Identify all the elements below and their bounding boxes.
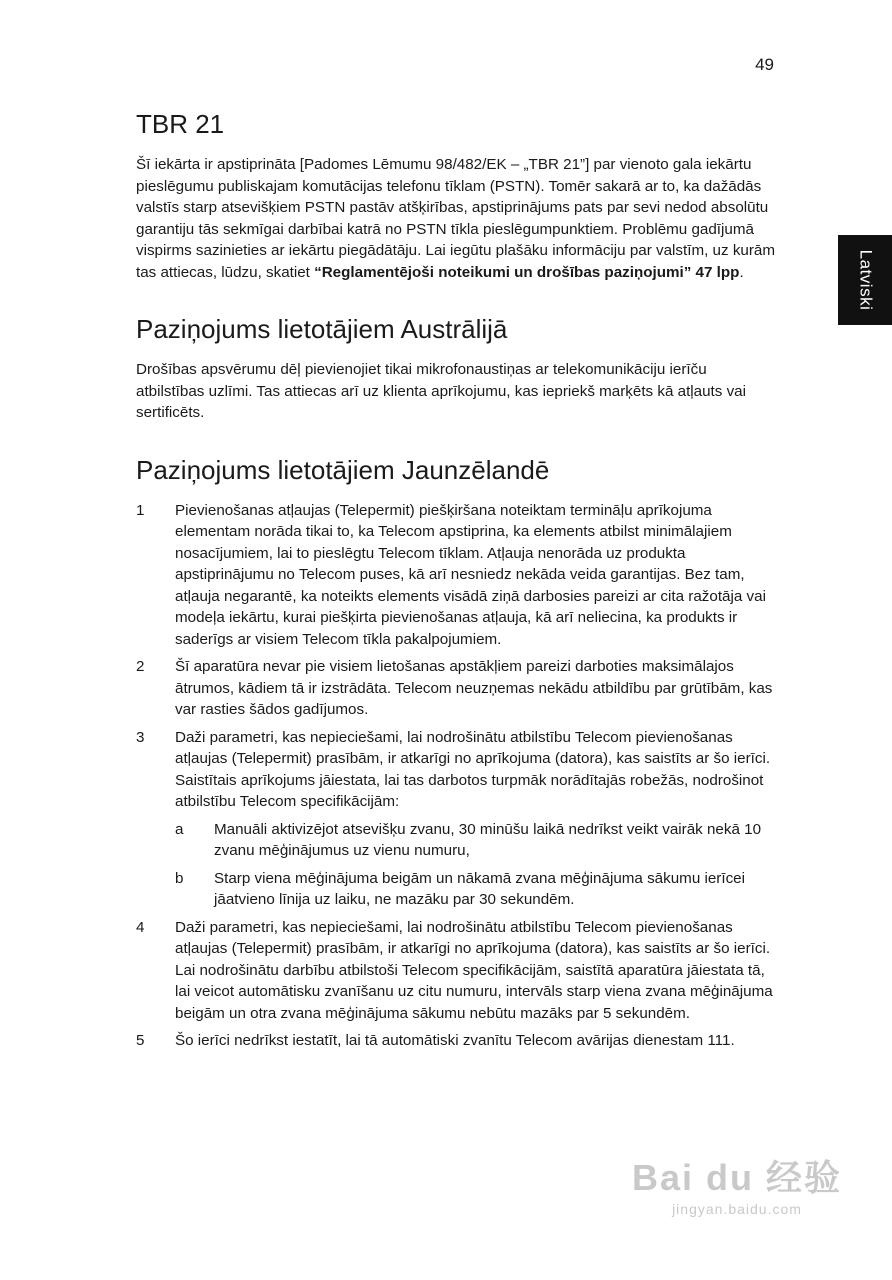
item-text: Pievienošanas atļaujas (Telepermit) piešķiršana noteiktam termināļu aprīkojuma elementam norāda tikai to, ka Telecom apstiprina, ka elements atbilst minimālajiem nosacījumiem, lai to pieslēgtu Telecom tīklam. Atļauja nenorāda uz produkta apstiprinājumu no Telecom puses, kā arī nesniedz nekāda veida garantijas. Bez tam, atļauja negarantē, ka noteikts elements visādā ziņā darbosies pareizi ar cita ražotāja vai modeļa iekārtu, kurai piešķirta pievienošanas atļauja, kā arī neliecina, ka produkts ir saderīgs ar visiem Telecom tīkla pakalpojumiem. — [175, 501, 766, 648]
australia-body: Drošības apsvērumu dēļ pievienojiet tikai mikrofonaustiņas ar telekomunikāciju ierīču atbilstības uzlīmi. Tas attiecas arī uz klienta aprīkojumu, kas iepriekš marķēts kā atļauts vai sertificēts. — [136, 361, 747, 421]
tbr21-end: . — [739, 263, 744, 281]
sub-list-item — [175, 868, 776, 911]
section-tbr21 — [136, 108, 776, 283]
item-text: Šī aparatūra nevar pie visiem lietošanas apstākļiem pareizi darboties maksimālajos ātrumos, kādiem tā ir izstrādāta. Telecom neuzņemas nekādu atbildību par grūtībām, kas var rasties šādos gadījumos. — [175, 658, 773, 718]
section-australia — [136, 313, 776, 424]
item-number: 2 — [136, 658, 145, 675]
list-item — [136, 727, 776, 911]
sub-item-letter: b — [175, 869, 184, 887]
sub-item-text: Starp viena mēģinājuma beigām un nākamā zvana mēģinājuma sākumu ierīcei jāatvieno līnija uz laiku, ne mazāku par 30 sekundēm. — [214, 869, 745, 908]
sub-list — [175, 819, 776, 911]
item-text: Daži parametri, kas nepieciešami, lai nodrošinātu atbilstību Telecom pievienošanas atļaujas (Telepermit) prasībām, ir atkarīgi no aprīkojuma (datora), kas saistīts ar šo ierīci. Lai nodrošinātu darbību atbilstoši Telecom specifikācijām, saistītā aparatūra jāiestata tā, lai veicot automātisku zvanīšanu uz citu numuru, intervāls starp viena zvana mēģinājuma beigām un otra zvana mēģinājuma sākumu nebūtu mazāks par 5 sekundēm. — [175, 918, 773, 1022]
sub-list-item — [175, 819, 776, 862]
tbr21-text: Šī iekārta ir apstiprināta [Padomes Lēmumu 98/482/EK – „TBR 21”] par vienoto gala iekārtu pieslēgumu publiskajam komutācijas telefonu tīklam (PSTN). Tomēr sakarā ar to, ka dažādās valstīs starp atsevišķiem PSTN pastāv atšķirības, apstiprinājums pats par sevi nedod absolūtu garantiju tās sekmīgai darbībai katrā no PSTN tīkla pieslēgumpunktiem. Problēmu gadījumā vispirms sazinieties ar iekārtu piegādātāju. Lai iegūtu plašāku informāciju par valstīm, uz kurām tas attiecas, lūdzu, skatiet — [136, 156, 776, 281]
item-number: 1 — [136, 501, 145, 519]
item-number: 3 — [136, 728, 145, 746]
list-item — [136, 500, 776, 651]
heading-new-zealand: Paziņojums lietotājiem Jaunzēlandē — [136, 454, 550, 485]
tbr21-reference: “Reglamentējoši noteikumi un drošības paziņojumi” 47 lpp — [314, 263, 740, 281]
language-tab-label: Latviski — [856, 249, 875, 311]
language-tab — [838, 235, 892, 325]
list-item — [136, 656, 776, 721]
watermark — [632, 1150, 842, 1217]
sub-item-letter: a — [175, 820, 184, 838]
watermark-url: jingyan.baidu.com — [672, 1201, 802, 1217]
item-number: 4 — [136, 918, 145, 936]
nz-list — [136, 500, 776, 1052]
sub-item-text: Manuāli aktivizējot atsevišķu zvanu, 30 minūšu laikā nedrīkst veikt vairāk nekā 10 zvanu mēģinājumus uz vienu numuru, — [214, 820, 762, 859]
heading-australia: Paziņojums lietotājiem Austrālijā — [136, 314, 508, 344]
heading-tbr21: TBR 21 — [136, 109, 225, 139]
tbr21-body — [136, 154, 776, 283]
watermark-logo: Bai du 经验 — [631, 1157, 842, 1198]
item-number: 5 — [136, 1032, 145, 1049]
page-content — [136, 108, 776, 1082]
item-text: Daži parametri, kas nepieciešami, lai nodrošinātu atbilstību Telecom pievienošanas atļaujas (Telepermit) prasībām, ir atkarīgi no aprīkojuma (datora), kas saistīts ar šo ierīci. Saistītais aprīkojums jāiestata, lai tas darbotos turpmāk norādītajās robežās, nodrošinot atbilstību Telecom specifikācijām: — [175, 728, 771, 810]
page-number: 49 — [755, 55, 774, 74]
list-item — [136, 917, 776, 1025]
section-new-zealand — [136, 454, 776, 1052]
list-item — [136, 1030, 776, 1052]
item-text: Šo ierīci nedrīkst iestatīt, lai tā automātiski zvanītu Telecom avārijas dienestam 111. — [175, 1032, 735, 1049]
